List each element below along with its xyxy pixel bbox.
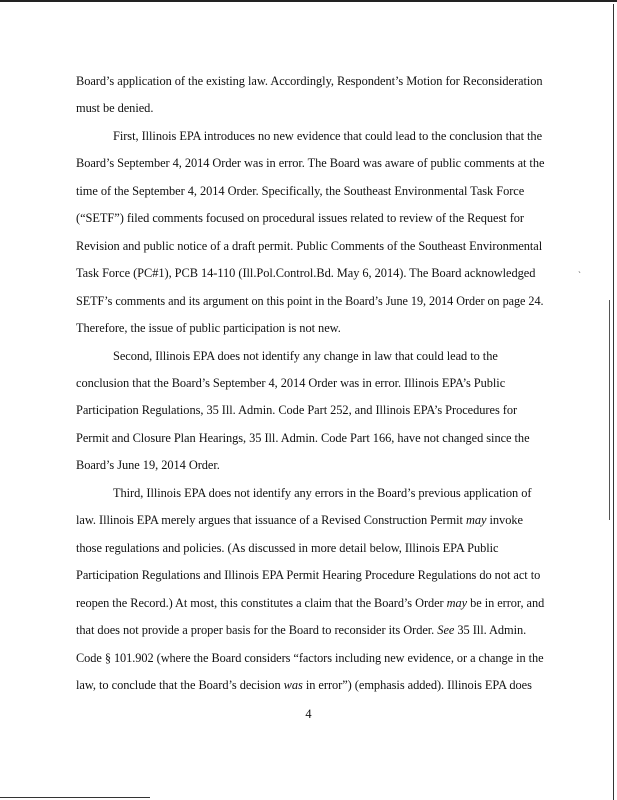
text-line: Second, Illinois EPA does not identify any change in law that could lead to the bbox=[113, 348, 498, 363]
text-line: Third, Illinois EPA does not identify any errors in the Board’s previous application of bbox=[113, 485, 532, 500]
text-line: First, Illinois EPA introduces no new evidence that could lead to the conclusion that the bbox=[113, 128, 543, 143]
scan-mark-right bbox=[609, 300, 610, 520]
page-number: 4 bbox=[305, 707, 312, 721]
text-line: Task Force (PC#1), PCB 14-110 (Ill.Pol.Control.Bd. May 6, 2014). The Board acknowledged bbox=[76, 266, 536, 281]
scan-edge-bottom bbox=[0, 797, 150, 798]
paragraph-1 bbox=[76, 68, 544, 123]
text-line: those regulations and policies. (As discussed in more detail below, Illinois EPA Public bbox=[76, 540, 499, 555]
text-line: that does not provide a proper basis for the Board to reconsider its Order. See 35 Ill. Admin. bbox=[76, 623, 527, 638]
scan-speck: ` bbox=[578, 270, 581, 280]
text-line: time of the September 4, 2014 Order. Specifically, the Southeast Environmental Task Force bbox=[76, 183, 525, 198]
text-line: Participation Regulations and Illinois EPA Permit Hearing Procedure Regulations do not act to bbox=[76, 568, 541, 583]
text-line: Board’s September 4, 2014 Order was in error. The Board was aware of public comments at the bbox=[76, 156, 545, 171]
text-line: must be denied. bbox=[76, 101, 154, 116]
scan-edge-top bbox=[0, 0, 617, 2]
paragraph-3 bbox=[76, 343, 544, 480]
text-line: Code § 101.902 (where the Board considers “factors including new evidence, or a change in the bbox=[76, 650, 544, 665]
text-line: Therefore, the issue of public participation is not new. bbox=[76, 321, 341, 336]
text-line: Participation Regulations, 35 Ill. Admin. Code Part 252, and Illinois EPA’s Procedures for bbox=[76, 403, 518, 418]
text-line: Board’s application of the existing law. Accordingly, Respondent’s Motion for Reconsideration bbox=[76, 74, 543, 88]
text-line: conclusion that the Board’s September 4, 2014 Order was in error. Illinois EPA’s Public bbox=[76, 375, 506, 390]
text-line: (“SETF”) filed comments focused on procedural issues related to review of the Request for bbox=[76, 211, 525, 226]
text-line: law, to conclude that the Board’s decision was in error”) (emphasis added). Illinois EPA does bbox=[76, 677, 532, 692]
text-line: Revision and public notice of a draft permit. Public Comments of the Southeast Environmental bbox=[76, 238, 543, 253]
text-line: Permit and Closure Plan Hearings, 35 Ill. Admin. Code Part 166, have not changed since the bbox=[76, 430, 530, 445]
text-line: Board’s June 19, 2014 Order. bbox=[76, 458, 220, 473]
text-line: reopen the Record.) At most, this constitutes a claim that the Board’s Order may be in error, and bbox=[76, 595, 545, 610]
scan-edge-right bbox=[613, 4, 614, 800]
text-line: law. Illinois EPA merely argues that issuance of a Revised Construction Permit may invoke bbox=[76, 513, 523, 528]
paragraph-2 bbox=[76, 123, 544, 343]
text-line: SETF’s comments and its argument on this point in the Board’s June 19, 2014 Order on page 24. bbox=[76, 293, 544, 308]
body-text bbox=[76, 68, 544, 699]
paragraph-4 bbox=[76, 480, 544, 700]
